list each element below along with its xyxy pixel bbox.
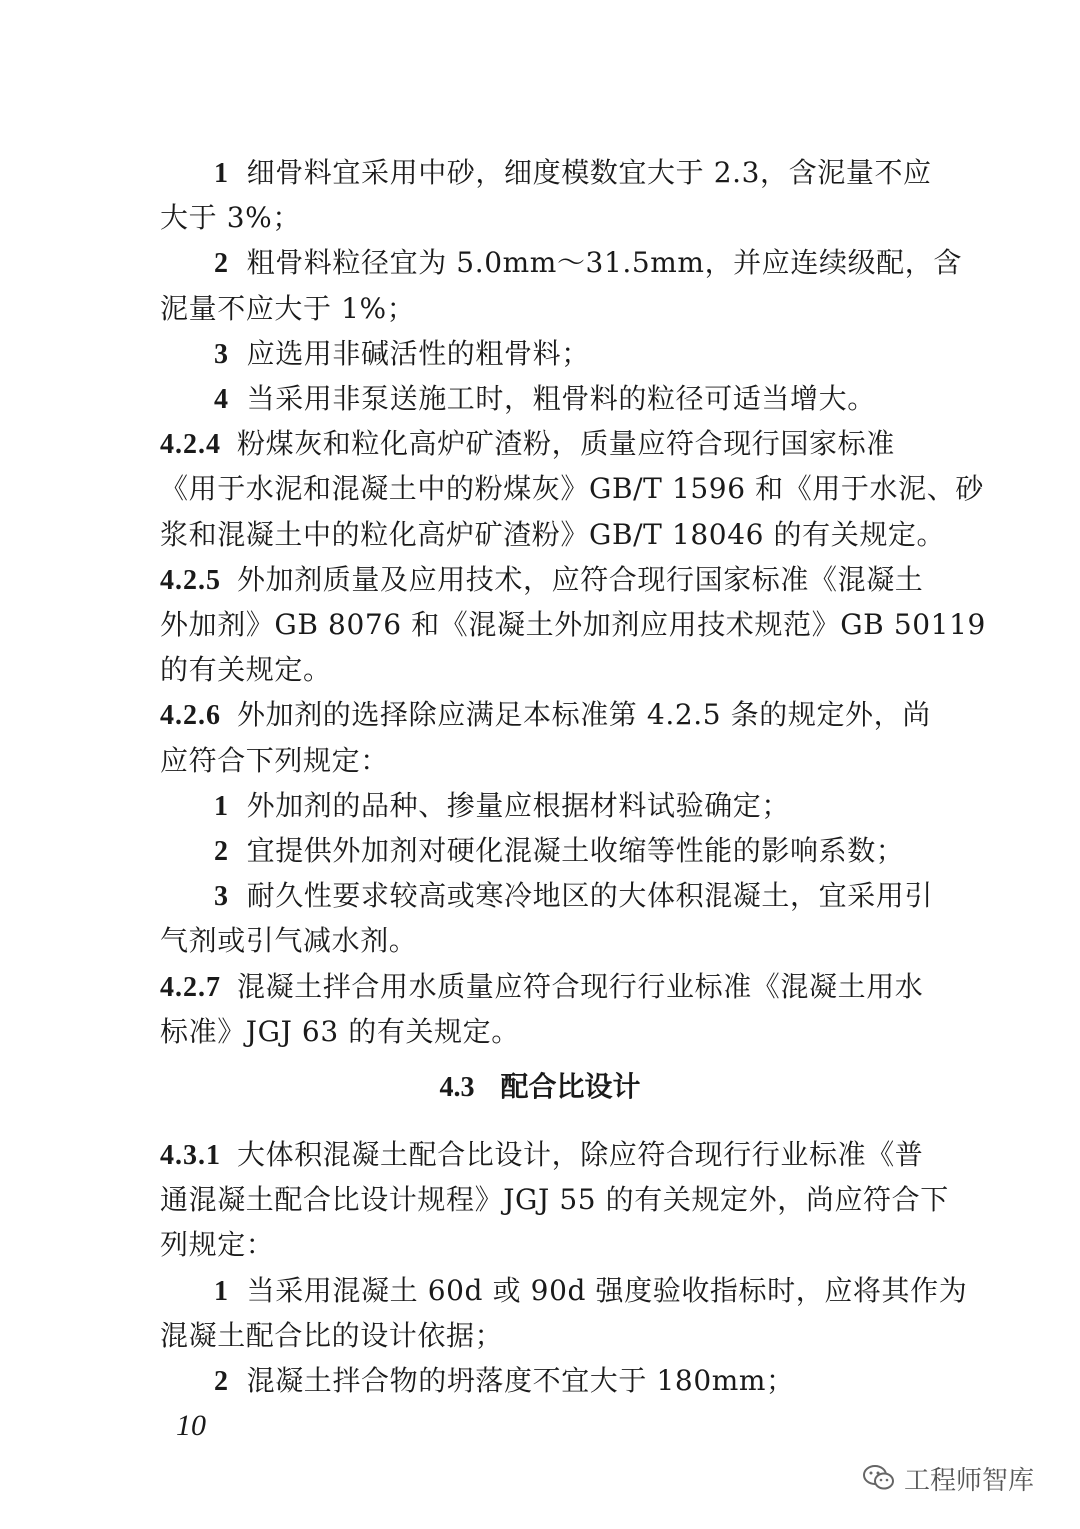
text-line xyxy=(160,692,940,739)
line-text: 大体积混凝土配合比设计，除应符合现行行业标准《普 xyxy=(237,1138,924,1171)
item-number: 2 xyxy=(214,1366,229,1397)
text-line xyxy=(160,1313,940,1359)
clause-number: 4.2.6 xyxy=(160,700,221,732)
section-title: 配合比设计 xyxy=(500,1070,641,1103)
text-line xyxy=(160,964,940,1011)
line-text: 的有关规定。 xyxy=(160,653,332,687)
line-text: 外加剂的品种、掺量应根据材料试验确定； xyxy=(246,788,791,822)
line-text: 耐久性要求较高或寒冷地区的大体积混凝土，宜采用引 xyxy=(246,879,934,913)
text-line xyxy=(214,828,940,875)
line-text: 细骨料宜采用中砂，细度模数宜大于 2.3，含泥量不应 xyxy=(246,156,932,189)
item-number: 1 xyxy=(214,1275,229,1307)
line-text: 混凝土拌合物的坍落度不宜大于 180mm； xyxy=(246,1364,795,1397)
text-line xyxy=(214,331,940,378)
item-number: 1 xyxy=(214,158,229,189)
line-text: 粉煤灰和粒化高炉矿渣粉，质量应符合现行国家标准 xyxy=(237,427,895,461)
line-text: 大于 3%； xyxy=(160,201,301,235)
line-text: 外加剂的选择除应满足本标准第 4.2.5 条的规定外，尚 xyxy=(237,698,931,732)
text-line xyxy=(160,1132,940,1179)
line-text: 应选用非碱活性的粗骨料； xyxy=(246,336,590,370)
text-line xyxy=(160,738,940,784)
line-text: 标准》JGJ 63 的有关规定。 xyxy=(160,1014,520,1048)
line-text: 当采用非泵送施工时，粗骨料的粒径可适当增大。 xyxy=(246,382,876,415)
item-number: 3 xyxy=(214,338,229,370)
text-line xyxy=(160,557,940,604)
text-line xyxy=(214,783,940,830)
text-line xyxy=(214,873,940,920)
item-number: 3 xyxy=(214,881,229,913)
section-heading xyxy=(0,1064,1080,1111)
text-line xyxy=(160,195,940,241)
text-line xyxy=(214,1268,968,1315)
line-text: 浆和混凝土中的粒化高炉矿渣粉》GB/T 18046 的有关规定。 xyxy=(160,517,946,551)
clause-number: 4.2.7 xyxy=(160,971,221,1003)
text-line xyxy=(160,512,946,558)
watermark xyxy=(862,1458,1034,1498)
text-line xyxy=(160,466,984,512)
wechat-icon xyxy=(862,1463,896,1493)
text-line xyxy=(160,602,986,648)
text-line xyxy=(160,421,940,468)
item-number: 4 xyxy=(214,384,229,415)
line-text: 当采用混凝土 60d 或 90d 强度验收指标时，应将其作为 xyxy=(246,1273,968,1307)
line-text: 粗骨料粒径宜为 5.0mm～31.5mm，并应连续级配，含 xyxy=(246,246,962,280)
text-line xyxy=(160,1222,940,1268)
line-text: 宜提供外加剂对硬化混凝土收缩等性能的影响系数； xyxy=(246,834,905,867)
watermark-text: 工程师智库 xyxy=(904,1465,1035,1496)
item-number: 2 xyxy=(214,248,229,280)
text-line xyxy=(160,1009,940,1055)
line-text: 气剂或引气减水剂。 xyxy=(160,924,418,958)
line-text: 通混凝土配合比设计规程》JGJ 55 的有关规定外，尚应符合下 xyxy=(160,1183,949,1217)
clause-number: 4.2.4 xyxy=(160,429,221,461)
section-number: 4.3 xyxy=(439,1072,475,1103)
line-text: 《用于水泥和混凝土中的粉煤灰》GB/T 1596 和《用于水泥、砂 xyxy=(160,472,984,506)
item-number: 1 xyxy=(214,790,229,822)
line-text: 混凝土配合比的设计依据； xyxy=(160,1318,504,1352)
line-text: 列规定： xyxy=(160,1228,275,1262)
text-line xyxy=(214,376,940,423)
line-text: 泥量不应大于 1%； xyxy=(160,291,416,325)
line-text: 应符合下列规定： xyxy=(160,743,389,777)
text-line xyxy=(160,918,940,964)
text-line xyxy=(160,286,940,332)
page-number: 10 xyxy=(176,1409,206,1442)
text-line xyxy=(214,150,940,197)
text-line xyxy=(214,1358,940,1405)
line-text: 外加剂质量及应用技术，应符合现行国家标准《混凝土 xyxy=(237,562,924,596)
clause-number: 4.2.5 xyxy=(160,564,221,596)
text-line xyxy=(214,240,962,287)
clause-number: 4.3.1 xyxy=(160,1140,221,1171)
line-text: 混凝土拌合用水质量应符合现行行业标准《混凝土用水 xyxy=(237,969,924,1003)
text-line xyxy=(160,1177,949,1223)
item-number: 2 xyxy=(214,836,229,867)
text-line xyxy=(160,647,940,693)
line-text: 外加剂》GB 8076 和《混凝土外加剂应用技术规范》GB 50119 xyxy=(160,608,986,641)
